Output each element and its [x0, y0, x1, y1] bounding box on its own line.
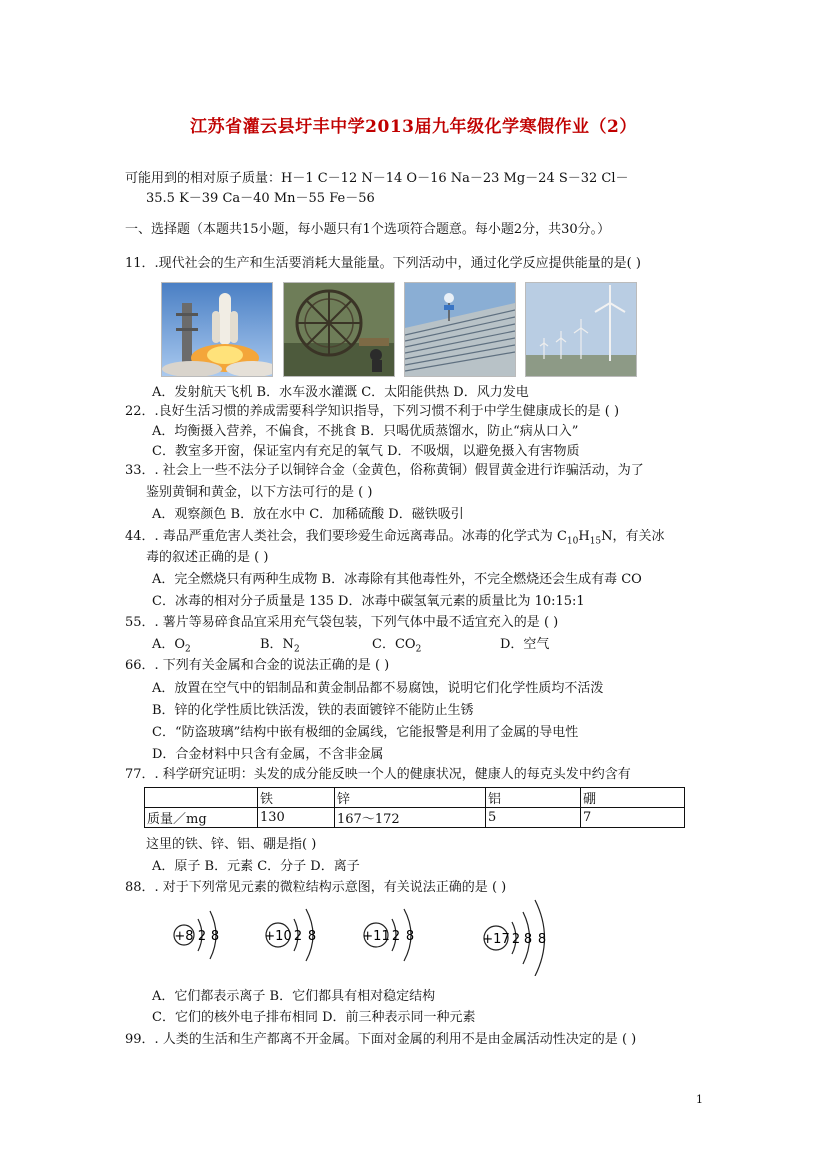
table-cell: 167～172	[335, 808, 486, 828]
question-7-options: A．原子 B．元素 C．分子 D．离子	[152, 859, 360, 874]
question-4-options-ab: A．完全燃烧只有两种生成物 B．冰毒除有其他毒性外，不完全燃烧还会生成有毒 CO	[152, 572, 642, 587]
nucleus-label: +8	[174, 929, 194, 944]
wind-turbine-photo	[525, 282, 637, 377]
rocket-launch-photo	[161, 282, 273, 377]
table-row	[145, 808, 685, 828]
question-3-options: A．观察颜色 B．放在水中 C．加稀硫酸 D．磁铁吸引	[152, 507, 464, 522]
page-number: 1	[696, 1093, 703, 1106]
question-3-stem-1: 33．. 社会上一些不法分子以铜锌合金（金黄色，俗称黄铜）假冒黄金进行诈骗活动，为了	[125, 463, 644, 478]
hair-composition-table	[144, 787, 685, 828]
table-cell: 铁	[258, 788, 335, 808]
electron-count: 8	[405, 929, 415, 944]
question-8-options-ab: A．它们都表示离子 B．它们都具有相对稳定结构	[152, 989, 436, 1004]
question-8-options-cd: C．它们的核外电子排布相同 D．前三种表示同一种元素	[152, 1010, 476, 1025]
electron-count: 2	[197, 929, 207, 944]
atomic-mass-line-2: 35.5 K－39 Ca－40 Mn－55 Fe－56	[146, 191, 375, 206]
question-7-stem: 77．. 科学研究证明：头发的成分能反映一个人的健康状况，健康人的每克头发中约含有	[125, 767, 631, 782]
atom-structure-diagram	[170, 903, 240, 967]
electron-count: 8	[523, 932, 533, 947]
question-4-stem-2: 毒的叙述正确的是 ( )	[146, 550, 269, 565]
atom-structure-diagram	[480, 896, 560, 976]
nucleus-label: +10	[264, 929, 292, 944]
table-cell: 锌	[335, 788, 486, 808]
question-5-option-b: B．$N_2$	[260, 637, 300, 655]
question-6-option-c: C．“防盗玻璃”结构中嵌有极细的金属线，它能报警是利用了金属的导电性	[152, 725, 579, 740]
electron-count: 2	[391, 929, 401, 944]
question-7-stem-2: 这里的铁、锌、铝、硼是指( )	[146, 837, 317, 852]
question-2-stem: 22．.良好生活习惯的养成需要科学知识指导，下列习惯不利于中学生健康成长的是 ( )	[125, 404, 620, 419]
atom-structure-diagram	[360, 903, 435, 967]
table-cell: 5	[486, 808, 581, 828]
question-9-stem: 99．. 人类的生活和生产都离不开金属。下面对金属的利用不是由金属活动性决定的是 ( )	[125, 1032, 637, 1047]
electron-count: 8	[537, 932, 547, 947]
question-5-option-c: C．$CO_2$	[372, 637, 422, 655]
question-1-stem: 11．.现代社会的生产和生活要消耗大量能量。下列活动中，通过化学反应提供能量的是( )	[125, 256, 641, 271]
question-6-option-b: B．锌的化学性质比铁活泼，铁的表面镀锌不能防止生锈	[152, 703, 474, 718]
table-header-row	[145, 788, 685, 808]
page-title: 江苏省灌云县圩丰中学2013届九年级化学寒假作业（2）	[190, 117, 637, 137]
solar-heater-photo	[404, 282, 516, 377]
atom-structure-diagram	[262, 903, 337, 967]
question-5-option-a: A．$O_2$	[152, 637, 191, 655]
question-4-options-cd: C．冰毒的相对分子质量是 135 D．冰毒中碳氢氧元素的质量比为 10:15:1	[152, 594, 585, 609]
question-2-options-ab: A．均衡摄入营养，不偏食，不挑食 B．只喝优质蒸馏水，防止“病从口入”	[152, 424, 579, 439]
question-5-stem: 55．. 薯片等易碎食品宜采用充气袋包装，下列气体中最不适宜充入的是 ( )	[125, 615, 559, 630]
atomic-mass-line-1: 可能用到的相对原子质量：H－1 C－12 N－14 O－16 Na－23 Mg－24 S－32 Cl－	[125, 171, 629, 186]
table-cell: 铝	[486, 788, 581, 808]
question-2-options-cd: C．教室多开窗，保证室内有充足的氧气 D．不吸烟，以避免摄入有害物质	[152, 444, 580, 459]
question-4-stem-1: 44．. 毒品严重危害人类社会，我们要珍爱生命远离毒品。冰毒的化学式为 $C_{10}H_{15}N$，有关冰	[125, 529, 665, 547]
table-cell: 130	[258, 808, 335, 828]
table-cell: 硼	[581, 788, 685, 808]
electron-count: 8	[210, 929, 220, 944]
nucleus-label: +11	[362, 929, 390, 944]
electron-count: 8	[307, 929, 317, 944]
question-1-options: A．发射航天飞机 B．水车汲水灌溉 C．太阳能供热 D．风力发电	[152, 385, 529, 400]
electron-count: 2	[293, 929, 303, 944]
question-5-option-d: D．空气	[500, 637, 550, 652]
table-cell: 质量／mg	[145, 808, 258, 828]
question-3-stem-2: 鉴别黄铜和黄金，以下方法可行的是 ( )	[146, 485, 373, 500]
question-8-stem: 88．. 对于下列常见元素的微粒结构示意图，有关说法正确的是 ( )	[125, 880, 507, 895]
waterwheel-irrigation-photo	[283, 282, 395, 377]
table-cell	[145, 788, 258, 808]
electron-count: 2	[511, 932, 521, 947]
question-6-option-d: D．合金材料中只含有金属，不含非金属	[152, 747, 384, 762]
question-6-option-a: A．放置在空气中的铝制品和黄金制品都不易腐蚀，说明它们化学性质均不活泼	[152, 681, 604, 696]
section-heading: 一、选择题（本题共15小题，每小题只有1个选项符合题意。每小题2分，共30分。）	[125, 222, 611, 237]
question-6-stem: 66．. 下列有关金属和合金的说法正确的是 ( )	[125, 658, 390, 673]
table-cell: 7	[581, 808, 685, 828]
nucleus-label: +17	[482, 932, 510, 947]
